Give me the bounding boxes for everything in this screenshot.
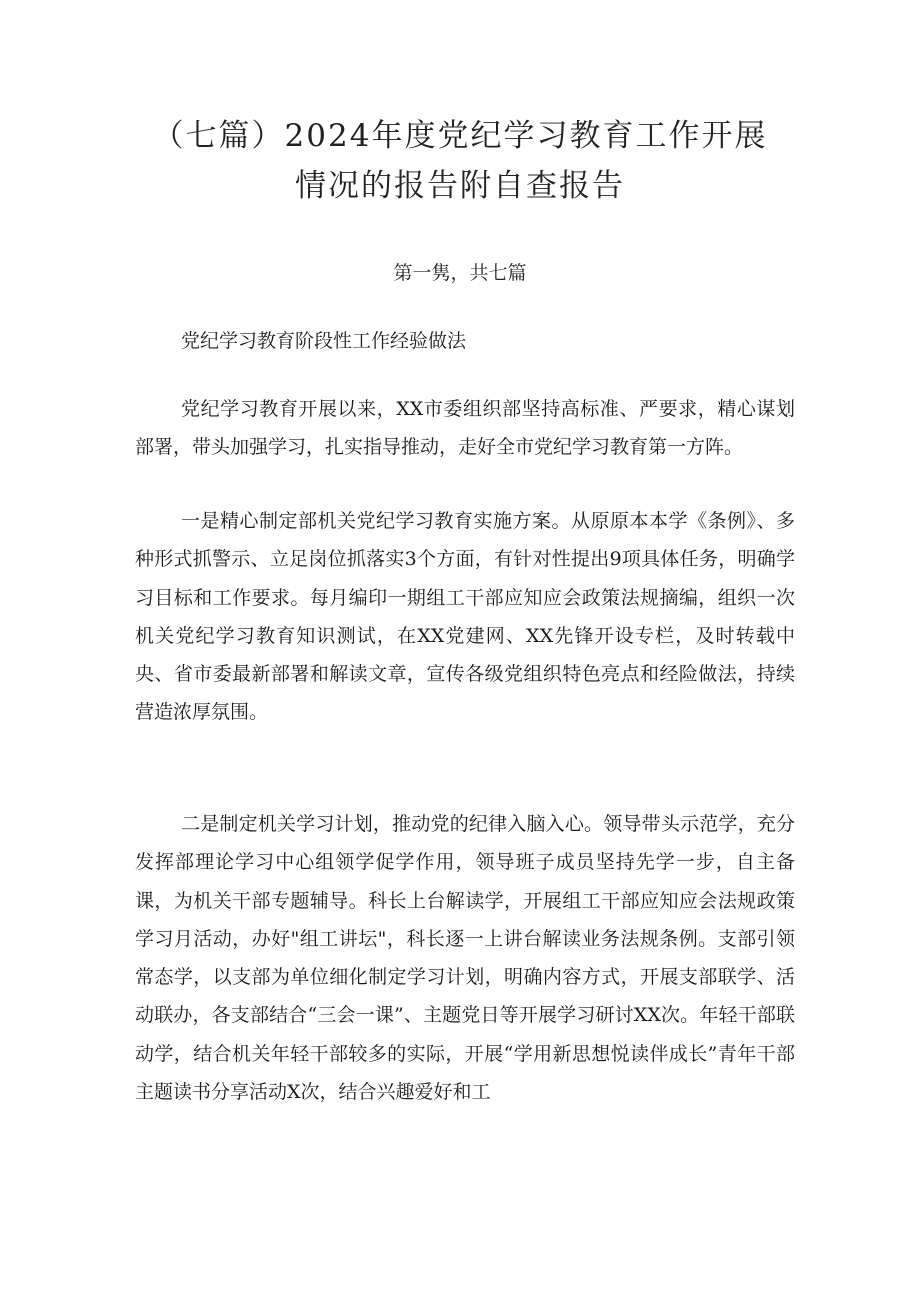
section-heading: 党纪学习教育阶段性工作经验做法: [181, 330, 467, 352]
paragraph-point-two: 二是制定机关学习计划，推动党的纪律入脑入心。领导带头示范学，充分发挥部理论学习中心组领学促学作用，领导班子成员坚持先学一步，自主备课，为机关干部专题辅导。科长上台解读学，开展组工干部应知应会法规政策学习月活动，办好"组工讲坛"，科长逐一上讲台解读业务法规条例。支部引领常态学，以支部为单位细化制定学习计划，明确内容方式，开展支部联学、活动联办，各支部结合“三会一课”、主题党日等开展学习研讨XX次。年轻干部联动学，结合机关年轻干部较多的实际，开展“学用新思想悦读伴成长”青年干部主题读书分享活动X次，结合兴趣爱好和工: [135, 813, 795, 1104]
document-title-line-2: 情况的报告附自查报告: [295, 168, 625, 204]
document-title-line-1: （七篇）2024年度党纪学习教育工作开展: [152, 118, 768, 154]
part-label: 第一隽，共七篇: [393, 262, 527, 284]
paragraph-point-one: 一是精心制定部机关党纪学习教育实施方案。从原原本本学《条例》、多种形式抓警示、立足岗位抓落实3个方面，有针对性提出9项具体任务，明确学习目标和工作要求。每月编印一期组工干部应知应会政策法规摘编，组织一次机关党纪学习教育知识测试，在XX党建网、XX先锋开设专栏，及时转载中央、省市委最新部署和解读文章，宣传各级党组织特色亮点和经险做法，持续营造浓厚氛围。: [135, 510, 795, 724]
paragraph-intro: 党纪学习教育开展以来，XX市委组织部坚持高标准、严要求，精心谋划部署，带头加强学习，扎实指导推动，走好全市党纪学习教育第一方阵。: [135, 398, 795, 459]
